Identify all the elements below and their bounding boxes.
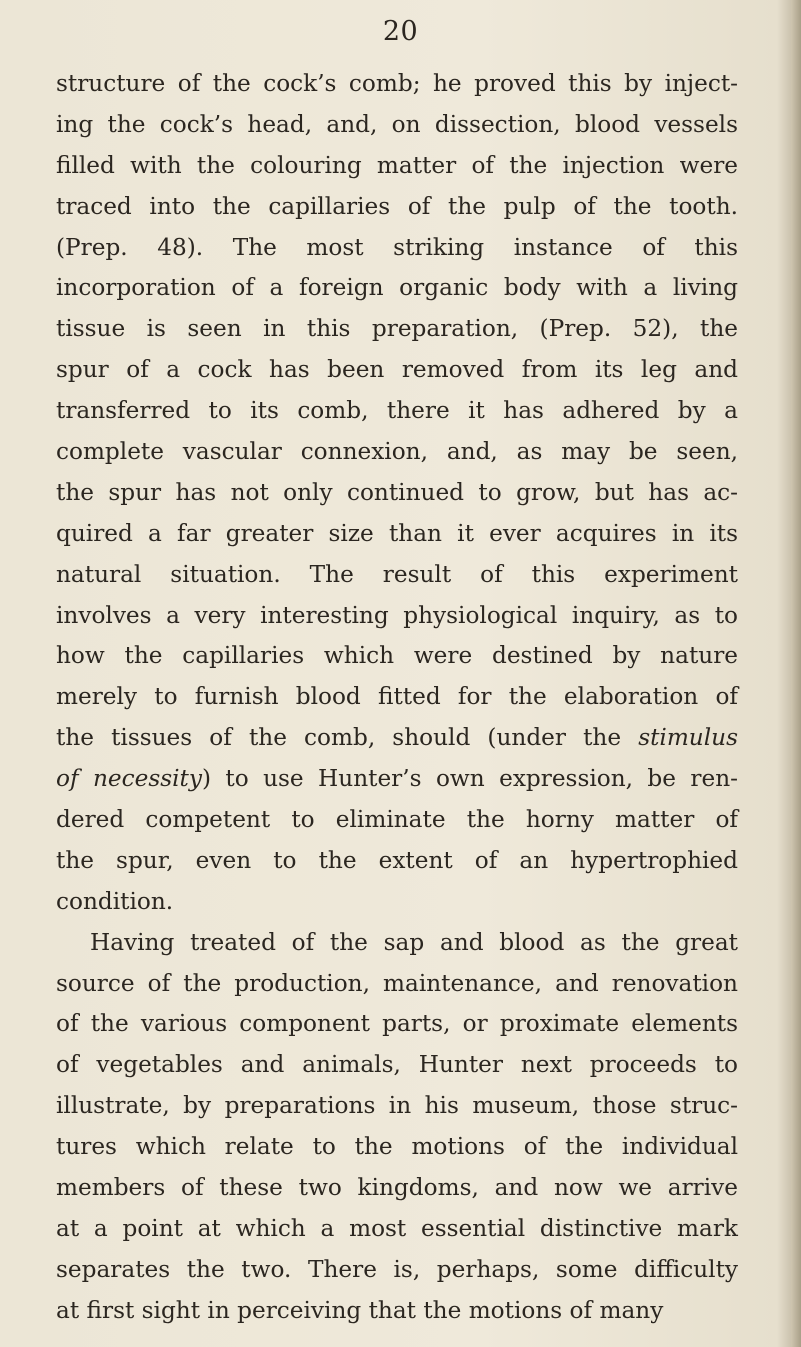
- text-line: [56, 1045, 738, 1086]
- text-line: [56, 268, 738, 309]
- line-text: the spur, even to the extent of an hypertrophied: [56, 846, 738, 874]
- line-text: of vegetables and animals, Hunter next proceeds to: [56, 1051, 738, 1079]
- text-line: [56, 636, 738, 677]
- line-text: filled with the colouring matter of the injection were: [56, 151, 738, 179]
- text-line: [56, 309, 738, 350]
- line-text: the tissues of the comb, should (under the: [56, 724, 639, 752]
- line-text: spur of a cock has been removed from its leg and: [56, 356, 738, 384]
- text-line: [56, 1127, 738, 1168]
- text-line: [56, 759, 738, 800]
- text-line: [56, 923, 738, 964]
- line-text: involves a very interesting physiological inquiry, as to: [56, 601, 738, 629]
- line-text: (Prep. 48). The most striking instance of this: [56, 233, 738, 261]
- line-text: incorporation of a foreign organic body with a living: [56, 274, 738, 302]
- text-line: [56, 1168, 738, 1209]
- text-line: [56, 596, 738, 637]
- text-line: [56, 718, 738, 759]
- italic-text: stimulus: [638, 724, 738, 752]
- line-text: merely to furnish blood fitted for the elaboration of: [56, 683, 738, 711]
- text-line: [56, 514, 738, 555]
- text-line: [56, 1086, 738, 1127]
- line-text: source of the production, maintenance, and renovation: [56, 969, 738, 997]
- text-line: [56, 555, 738, 596]
- text-line: [56, 432, 738, 473]
- line-text: at a point at which a most essential distinctive mark: [56, 1214, 738, 1242]
- text-line: [56, 1209, 738, 1250]
- body-text: [56, 64, 738, 1332]
- line-text: structure of the cock’s comb; he proved this by inject-: [56, 70, 738, 97]
- text-line: [56, 64, 738, 105]
- text-line: [56, 350, 738, 391]
- line-text: members of these two kingdoms, and now we arrive: [56, 1174, 738, 1202]
- text-line: [56, 187, 738, 228]
- text-line: [56, 1004, 738, 1045]
- text-line: [56, 841, 738, 882]
- text-line: [56, 1291, 738, 1332]
- text-line: [56, 677, 738, 718]
- line-text: how the capillaries which were destined by nature: [56, 642, 738, 670]
- line-text: illustrate, by preparations in his museum, those struc-: [56, 1092, 738, 1120]
- text-line: [56, 964, 738, 1005]
- text-line: [56, 391, 738, 432]
- text-line: [56, 105, 738, 146]
- line-text: natural situation. The result of this experiment: [56, 560, 738, 588]
- line-text: transferred to its comb, there it has adhered by a: [56, 397, 738, 425]
- line-text: tures which relate to the motions of the individual: [56, 1133, 738, 1161]
- text-line: [56, 882, 738, 923]
- line-text: the spur has not only continued to grow, but has ac-: [56, 478, 738, 506]
- text-line: [56, 800, 738, 841]
- line-text: complete vascular connexion, and, as may be seen,: [56, 438, 738, 466]
- line-text: ing the cock’s head, and, on dissection, blood vessels: [56, 110, 738, 138]
- line-text: Having treated of the sap and blood as the great: [90, 928, 738, 956]
- text-line: [56, 1250, 738, 1291]
- page-edge-shadow: [791, 0, 801, 1347]
- line-text: separates the two. There is, perhaps, some difficulty: [56, 1255, 738, 1283]
- line-text: at first sight in perceiving that the motions of many: [56, 1296, 664, 1324]
- line-text: traced into the capillaries of the pulp of the tooth.: [56, 192, 738, 220]
- text-line: [56, 473, 738, 514]
- page-number: 20: [382, 16, 419, 47]
- line-text: condition.: [56, 887, 174, 915]
- line-text: quired a far greater size than it ever acquires in its: [56, 519, 738, 547]
- text-line: [56, 228, 738, 269]
- italic-text: of necessity: [56, 765, 202, 793]
- line-text: ) to use Hunter’s own expression, be ren-: [201, 765, 738, 793]
- line-text: of the various component parts, or proximate elements: [56, 1010, 738, 1038]
- line-text: dered competent to eliminate the horny matter of: [56, 806, 738, 834]
- line-text: tissue is seen in this preparation, (Prep. 52), the: [56, 315, 738, 343]
- text-line: [56, 146, 738, 187]
